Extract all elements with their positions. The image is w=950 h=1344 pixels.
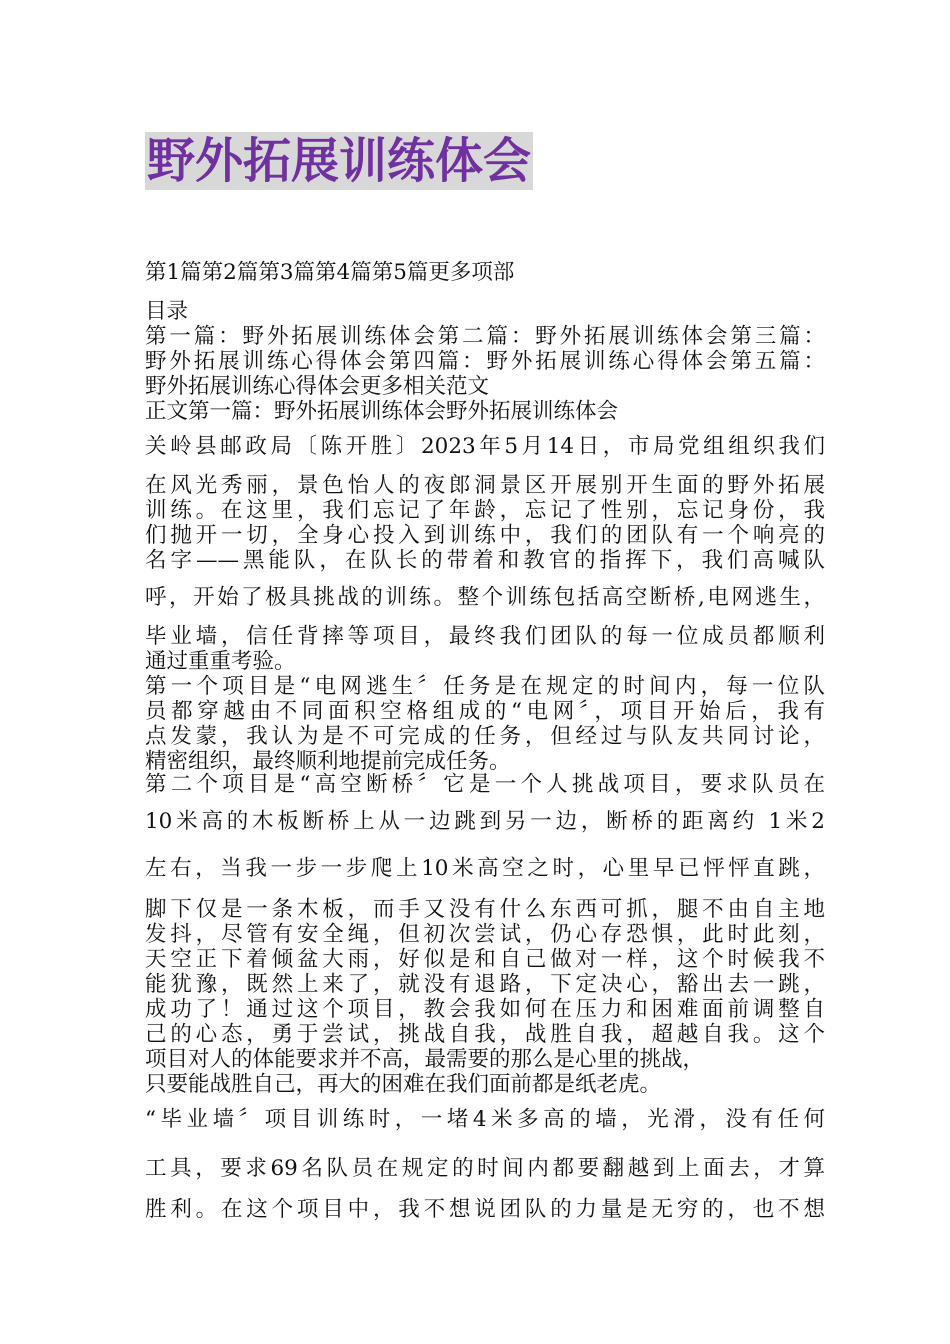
text-line: 只要能战胜自己，再大的困难在我们面前都是纸老虎。 [145,1072,662,1097]
text-line: 左右，当我一步一步爬上10米高空之时，心里早已怦怦直跳， [145,856,825,881]
text-line: 员都穿越由不同面积空格组成的“电网〞，项目开始后，我有 [145,699,825,724]
document-title: 野外拓展训练体会 [147,133,532,189]
text-line: 天空正下着倾盆大雨，好似是和自己做对一样，这个时候我不 [145,947,825,972]
text-line: 点发蒙，我认为是不可完成的任务，但经过与队友共同讨论， [145,724,825,749]
text-line: 10米高的木板断桥上从一边跳到另一边，断桥的距离约 1米2 [145,809,825,834]
text-line: 们抛开一切，全身心投入到训练中，我们的团队有一个响亮的 [145,523,825,548]
text-line: 毕业墙，信任背摔等项目，最终我们团队的每一位成员都顺利 [145,624,825,649]
text-line: 能犹豫，既然上来了，就没有退路，下定决心，豁出去一跳， [145,972,825,997]
text-line: 项目对人的体能要求并不高，最需要的那么是心里的挑战， [145,1047,705,1072]
text-line: 成功了！通过这个项目，教会我如何在压力和困难面前调整自 [145,997,825,1022]
text-line: 第一篇：野外拓展训练体会第二篇：野外拓展训练体会第三篇： [145,324,825,349]
text-line: 训练。在这里，我们忘记了年龄，忘记了性别，忘记身份，我 [145,498,825,523]
text-line: 精密组织，最终顺利地提前完成任务。 [145,749,511,774]
text-line: 工具，要求69名队员在规定的时间内都要翻越到上面去，才算 [145,1156,825,1181]
article-nav: 第1篇第2篇第3篇第4篇第5篇更多项部 [145,260,515,285]
text-line: 野外拓展训练心得体会更多相关范文 [145,374,490,399]
text-line: 发抖，尽管有安全绳，但初次尝试，仍心存恐惧，此时此刻， [145,922,825,947]
text-line: 第二个项目是“高空断桥〞它是一个人挑战项目，要求队员在 [145,772,825,797]
text-line: “毕业墙〞项目训练时，一堵4米多高的墙，光滑，没有任何 [145,1107,825,1132]
text-line: 脚下仅是一条木板，而手又没有什么东西可抓，腿不由自主地 [145,897,825,922]
text-line: 呼，开始了极具挑战的训练。整个训练包括高空断桥,电网逃生， [145,585,825,610]
text-line: 名字——黑能队，在队长的带着和教官的指挥下，我们高喊队 [145,548,825,573]
text-line: 通过重重考验。 [145,649,296,674]
text-line: 关岭县邮政局〔陈开胜〕2023年5月14日，市局党组组织我们 [145,434,825,459]
toc-heading: 目录 [145,299,189,324]
text-line: 己的心态，勇于尝试，挑战自我，战胜自我，超越自我。这个 [145,1022,825,1047]
text-line: 第一个项目是“电网逃生〞任务是在规定的时间内，每一位队 [145,674,825,699]
text-line: 在风光秀丽，景色怡人的夜郎洞景区开展别开生面的野外拓展 [145,473,825,498]
text-line: 正文第一篇：野外拓展训练体会野外拓展训练体会 [145,399,619,424]
text-line: 胜利。在这个项目中，我不想说团队的力量是无穷的，也不想 [145,1197,825,1222]
text-line: 野外拓展训练心得体会第四篇：野外拓展训练心得体会第五篇： [145,349,825,374]
